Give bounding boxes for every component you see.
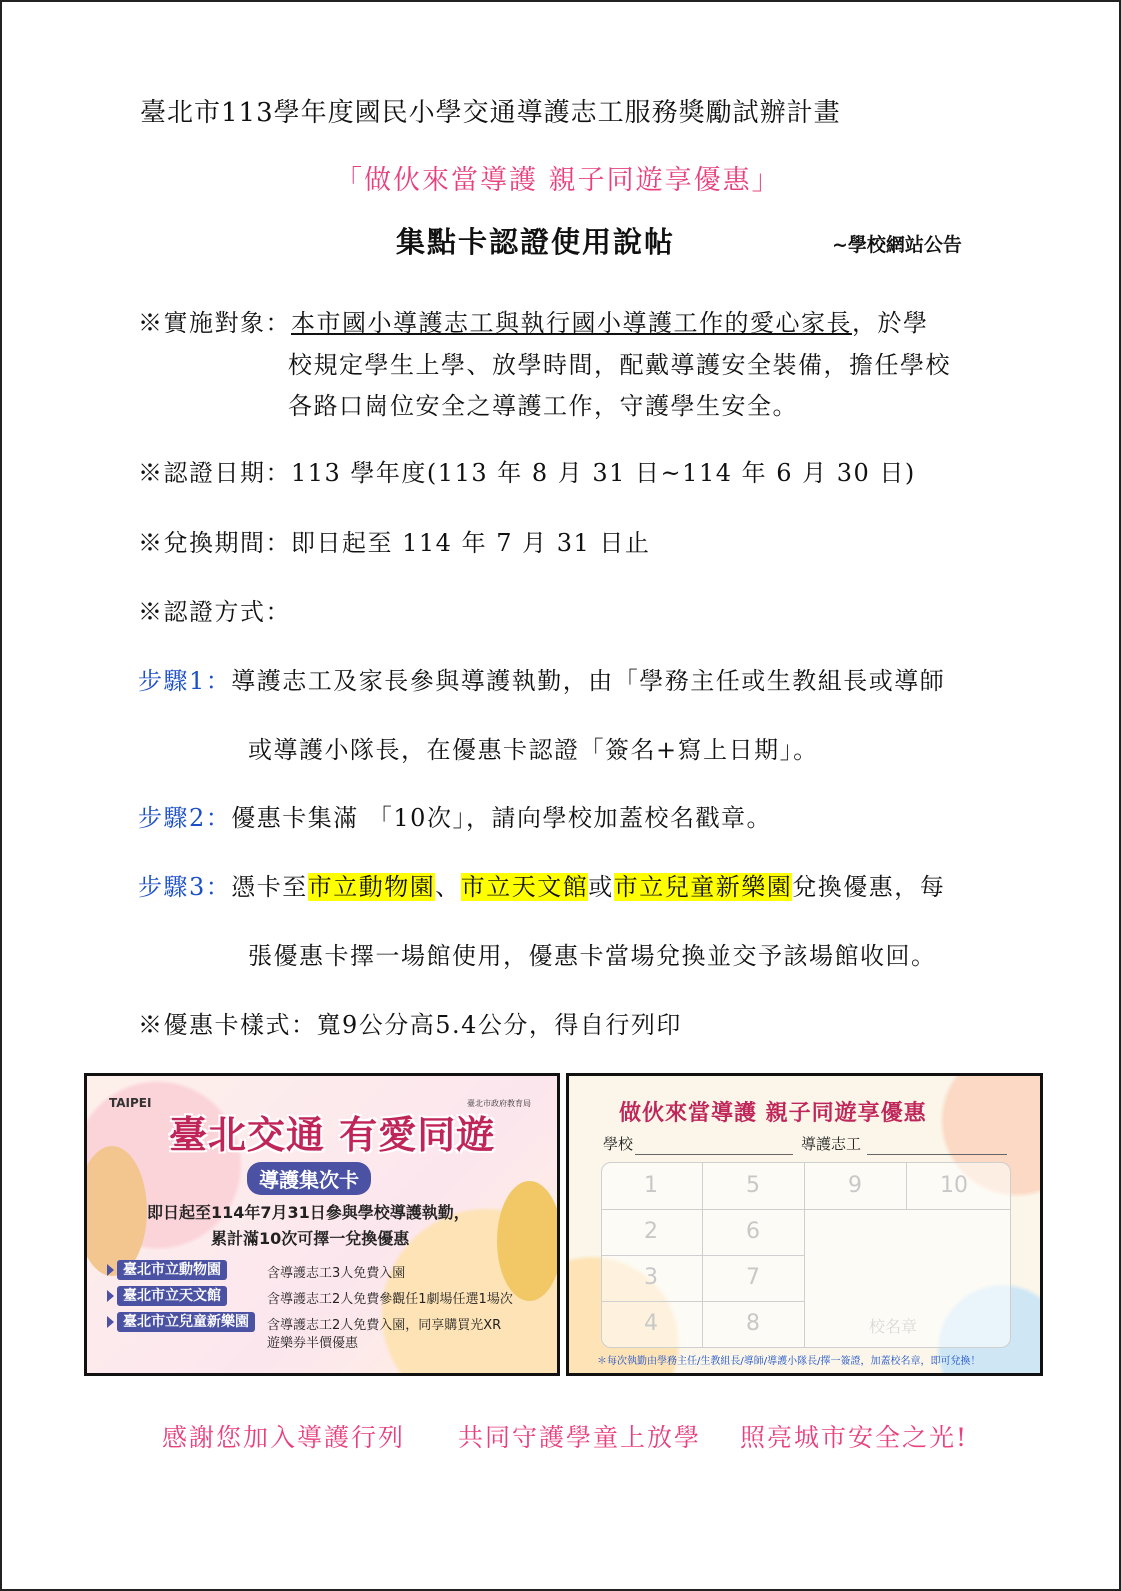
document-subtitle: 「做伙來當導護 親子同遊享優惠」 — [335, 165, 781, 196]
step-3-label: 步驟3： — [138, 873, 232, 901]
grid-cell: 7 — [746, 1265, 760, 1290]
step-2-label: 步驟2： — [138, 804, 232, 832]
thanks-text-3: 照亮城市安全之光! — [740, 1423, 969, 1452]
step-1-label: 步驟1： — [138, 667, 232, 695]
stamp-grid — [601, 1162, 1011, 1348]
school-stamp-placeholder: 校名章 — [869, 1317, 918, 1336]
step-3-post: 兌換優惠，每 — [792, 873, 946, 901]
target-label: ※實施對象： — [138, 309, 291, 337]
grid-cell: 10 — [940, 1173, 968, 1198]
card-front-line-2: 累計滿10次可擇一兌換優惠 — [211, 1229, 410, 1248]
target-underlined: 本市國小導護志工與執行國小導護工作的愛心家長 — [291, 309, 852, 337]
card-front-badge: 導護集次卡 — [247, 1162, 371, 1195]
card-back-image — [566, 1073, 1043, 1376]
card-back-footer: ＊每次執勤由學務主任/生教組長/導師/導護小隊長/擇一簽證，加蓋校名章，即可兌換！ — [597, 1356, 981, 1367]
step-2 — [138, 798, 772, 833]
thanks-text-1: 感謝您加入導護行列 — [162, 1423, 406, 1452]
step-2-text: 優惠卡集滿 「10次」，請向學校加蓋校名戳章。 — [231, 804, 772, 832]
venue-park-desc: 含導護志工2人免費入園，同享購買光XR — [267, 1318, 502, 1333]
venue-astronomy-highlight: 市立天文館 — [460, 873, 589, 901]
volunteer-illustration-left — [84, 1146, 147, 1276]
venue-park-desc-2: 遊樂券半價優惠 — [267, 1336, 359, 1351]
venue-zoo-highlight: 市立動物園 — [307, 873, 436, 901]
grid-cell: 2 — [644, 1219, 658, 1244]
grid-divider — [602, 1209, 1010, 1210]
step-3-pre: 憑卡至 — [231, 873, 308, 901]
document-title: 臺北市113學年度國民小學交通導護志工服務獎勵試辦計畫 — [140, 98, 841, 128]
step-1 — [138, 661, 945, 696]
step-1-text: 導護志工及家長參與導護執勤，由「學務主任或生教組長或導師 — [231, 667, 946, 695]
volunteer-field-line — [867, 1154, 1007, 1155]
education-bureau-logo: 臺北市政府教育局 — [467, 1099, 531, 1108]
venue-zoo-desc: 含導護志工3人免費入園 — [267, 1266, 406, 1281]
target-rest: ，於學 — [852, 309, 929, 337]
volunteer-illustration-right — [497, 1181, 560, 1301]
method-label: ※認證方式： — [138, 598, 291, 626]
venue-park-highlight: 市立兒童新樂園 — [613, 873, 793, 901]
step-1-continued: 或導護小隊長，在優惠卡認證「簽名+寫上日期」。 — [248, 736, 819, 764]
target-line-3: 各路口崗位安全之導護工作，守護學生安全。 — [288, 392, 798, 420]
venue-astronomy-desc: 含導護志工2人免費參觀任1劇場任選1場次 — [267, 1292, 513, 1307]
venue-zoo-label: 臺北市立動物園 — [117, 1260, 227, 1280]
step-3-continued: 張優惠卡擇一場館使用，優惠卡當場兌換並交予該場館收回。 — [248, 942, 937, 970]
card-back-title: 做伙來當導護 親子同遊享優惠 — [619, 1101, 927, 1126]
school-field-line — [635, 1154, 793, 1155]
venue-astronomy-label: 臺北市立天文館 — [117, 1286, 227, 1306]
grid-divider — [602, 1255, 804, 1256]
exchange-period: ※兌換期間：即日起至 114 年 7 月 31 日止 — [138, 529, 651, 557]
arrow-icon — [107, 1316, 114, 1328]
arrow-icon — [107, 1290, 114, 1302]
card-style-note: ※優惠卡樣式：寬9公分高5.4公分，得自行列印 — [138, 1011, 682, 1039]
certification-date: ※認證日期：113 學年度(113 年 8 月 31 日~114 年 6 月 30 日) — [138, 459, 916, 487]
step-3-sep-2: 或 — [588, 873, 614, 901]
grid-cell: 5 — [746, 1173, 760, 1198]
grid-cell: 9 — [848, 1173, 862, 1198]
grid-cell: 4 — [644, 1311, 658, 1336]
step-3-sep-1: 、 — [435, 873, 461, 901]
grid-cell: 3 — [644, 1265, 658, 1290]
target-line-1 — [138, 303, 929, 338]
grid-divider — [804, 1163, 805, 1347]
card-front-image — [84, 1073, 560, 1376]
grid-divider — [602, 1301, 804, 1302]
section-heading: 集點卡認證使用說帖 — [396, 225, 676, 259]
arrow-icon — [107, 1264, 114, 1276]
volunteer-field-label: 導護志工 — [801, 1135, 862, 1153]
target-line-2: 校規定學生上學、放學時間，配戴導護安全裝備，擔任學校 — [288, 351, 951, 379]
step-3 — [138, 867, 945, 902]
card-front-line-1: 即日起至114年7月31日參與學校導護執勤， — [147, 1203, 470, 1222]
thanks-text-2: 共同守護學童上放學 — [458, 1423, 702, 1452]
grid-cell: 8 — [746, 1311, 760, 1336]
card-front-title: 臺北交通 有愛同遊 — [169, 1113, 496, 1157]
venue-park-label: 臺北市立兒童新樂園 — [117, 1312, 255, 1332]
grid-cell: 6 — [746, 1219, 760, 1244]
grid-cell: 1 — [644, 1173, 658, 1198]
website-note: ~學校網站公告 — [832, 234, 962, 256]
taipei-logo: TAIPEI — [109, 1096, 152, 1110]
school-field-label: 學校 — [603, 1135, 634, 1153]
grid-divider — [906, 1163, 907, 1209]
